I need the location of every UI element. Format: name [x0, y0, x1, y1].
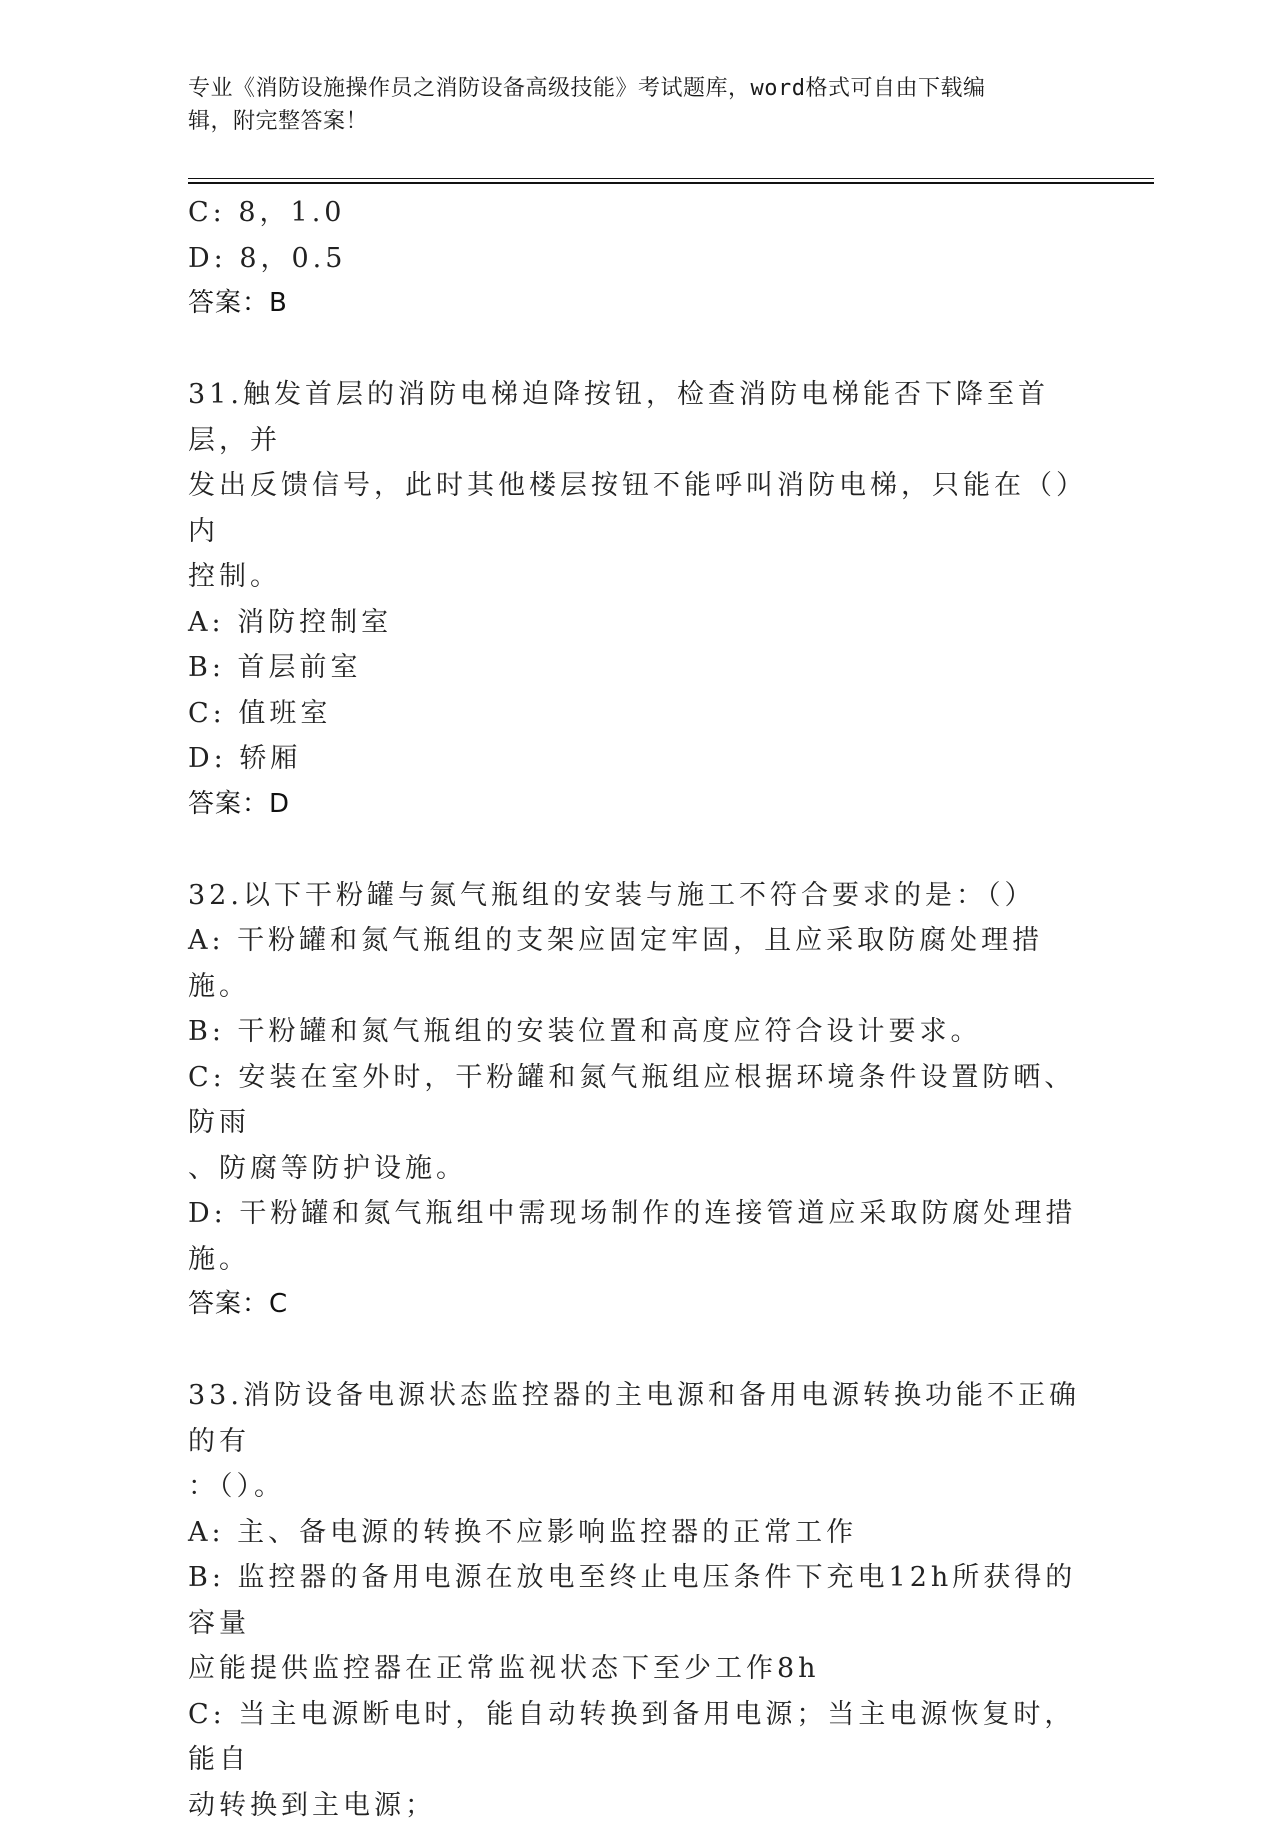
spacer: [188, 827, 1088, 873]
option-b-continued: 应能提供监控器在正常监视状态下至少工作8h: [188, 1646, 1088, 1692]
answer: 答案：B: [188, 281, 1088, 327]
spacer: [188, 1328, 1088, 1374]
answer: 答案：D: [188, 782, 1088, 828]
option-c: C: 当主电源断电时，能自动转换到备用电源；当主电源恢复时，能自: [188, 1692, 1088, 1783]
question-stem: 31.触发首层的消防电梯迫降按钮，检查消防电梯能否下降至首层，并: [188, 372, 1088, 463]
answer: 答案：C: [188, 1282, 1088, 1328]
option-a: A: 干粉罐和氮气瓶组的支架应固定牢固，且应采取防腐处理措施。: [188, 918, 1088, 1009]
option-a: A: 消防控制室: [188, 600, 1088, 646]
option-c: C: 安装在室外时，干粉罐和氮气瓶组应根据环境条件设置防晒、防雨: [188, 1055, 1088, 1146]
header-line-2: 辑，附完整答案！: [188, 105, 1088, 138]
question-stem: 控制。: [188, 554, 1088, 600]
option-b: B: 首层前室: [188, 645, 1088, 691]
option-b: B: 干粉罐和氮气瓶组的安装位置和高度应符合设计要求。: [188, 1009, 1088, 1055]
page-header: [188, 72, 1088, 138]
document-body: [188, 190, 1088, 1828]
question-stem: ：（）。: [188, 1464, 1088, 1510]
option-c: C: 8，1.0: [188, 190, 1088, 236]
option-c-continued: 、防腐等防护设施。: [188, 1146, 1088, 1192]
question-stem: 发出反馈信号，此时其他楼层按钮不能呼叫消防电梯，只能在（）内: [188, 463, 1088, 554]
question-31: [188, 372, 1088, 827]
option-d: D: 8，0.5: [188, 236, 1088, 282]
header-line-1: 专业《消防设施操作员之消防设备高级技能》考试题库，word格式可自由下载编: [188, 72, 1088, 105]
option-d: D: 干粉罐和氮气瓶组中需现场制作的连接管道应采取防腐处理措施。: [188, 1191, 1088, 1282]
prev-question: [188, 190, 1088, 327]
option-b: B: 监控器的备用电源在放电至终止电压条件下充电12h所获得的容量: [188, 1555, 1088, 1646]
spacer: [188, 327, 1088, 373]
option-c-continued: 动转换到主电源；: [188, 1783, 1088, 1828]
question-32: [188, 873, 1088, 1328]
option-d: D: 轿厢: [188, 736, 1088, 782]
question-stem: 32.以下干粉罐与氮气瓶组的安装与施工不符合要求的是：（）: [188, 873, 1088, 919]
question-33: [188, 1373, 1088, 1828]
header-rule-thin: [188, 178, 1154, 179]
header-rule-thick: [188, 182, 1154, 184]
question-stem: 33.消防设备电源状态监控器的主电源和备用电源转换功能不正确的有: [188, 1373, 1088, 1464]
option-c: C: 值班室: [188, 691, 1088, 737]
option-a: A: 主、备电源的转换不应影响监控器的正常工作: [188, 1510, 1088, 1556]
